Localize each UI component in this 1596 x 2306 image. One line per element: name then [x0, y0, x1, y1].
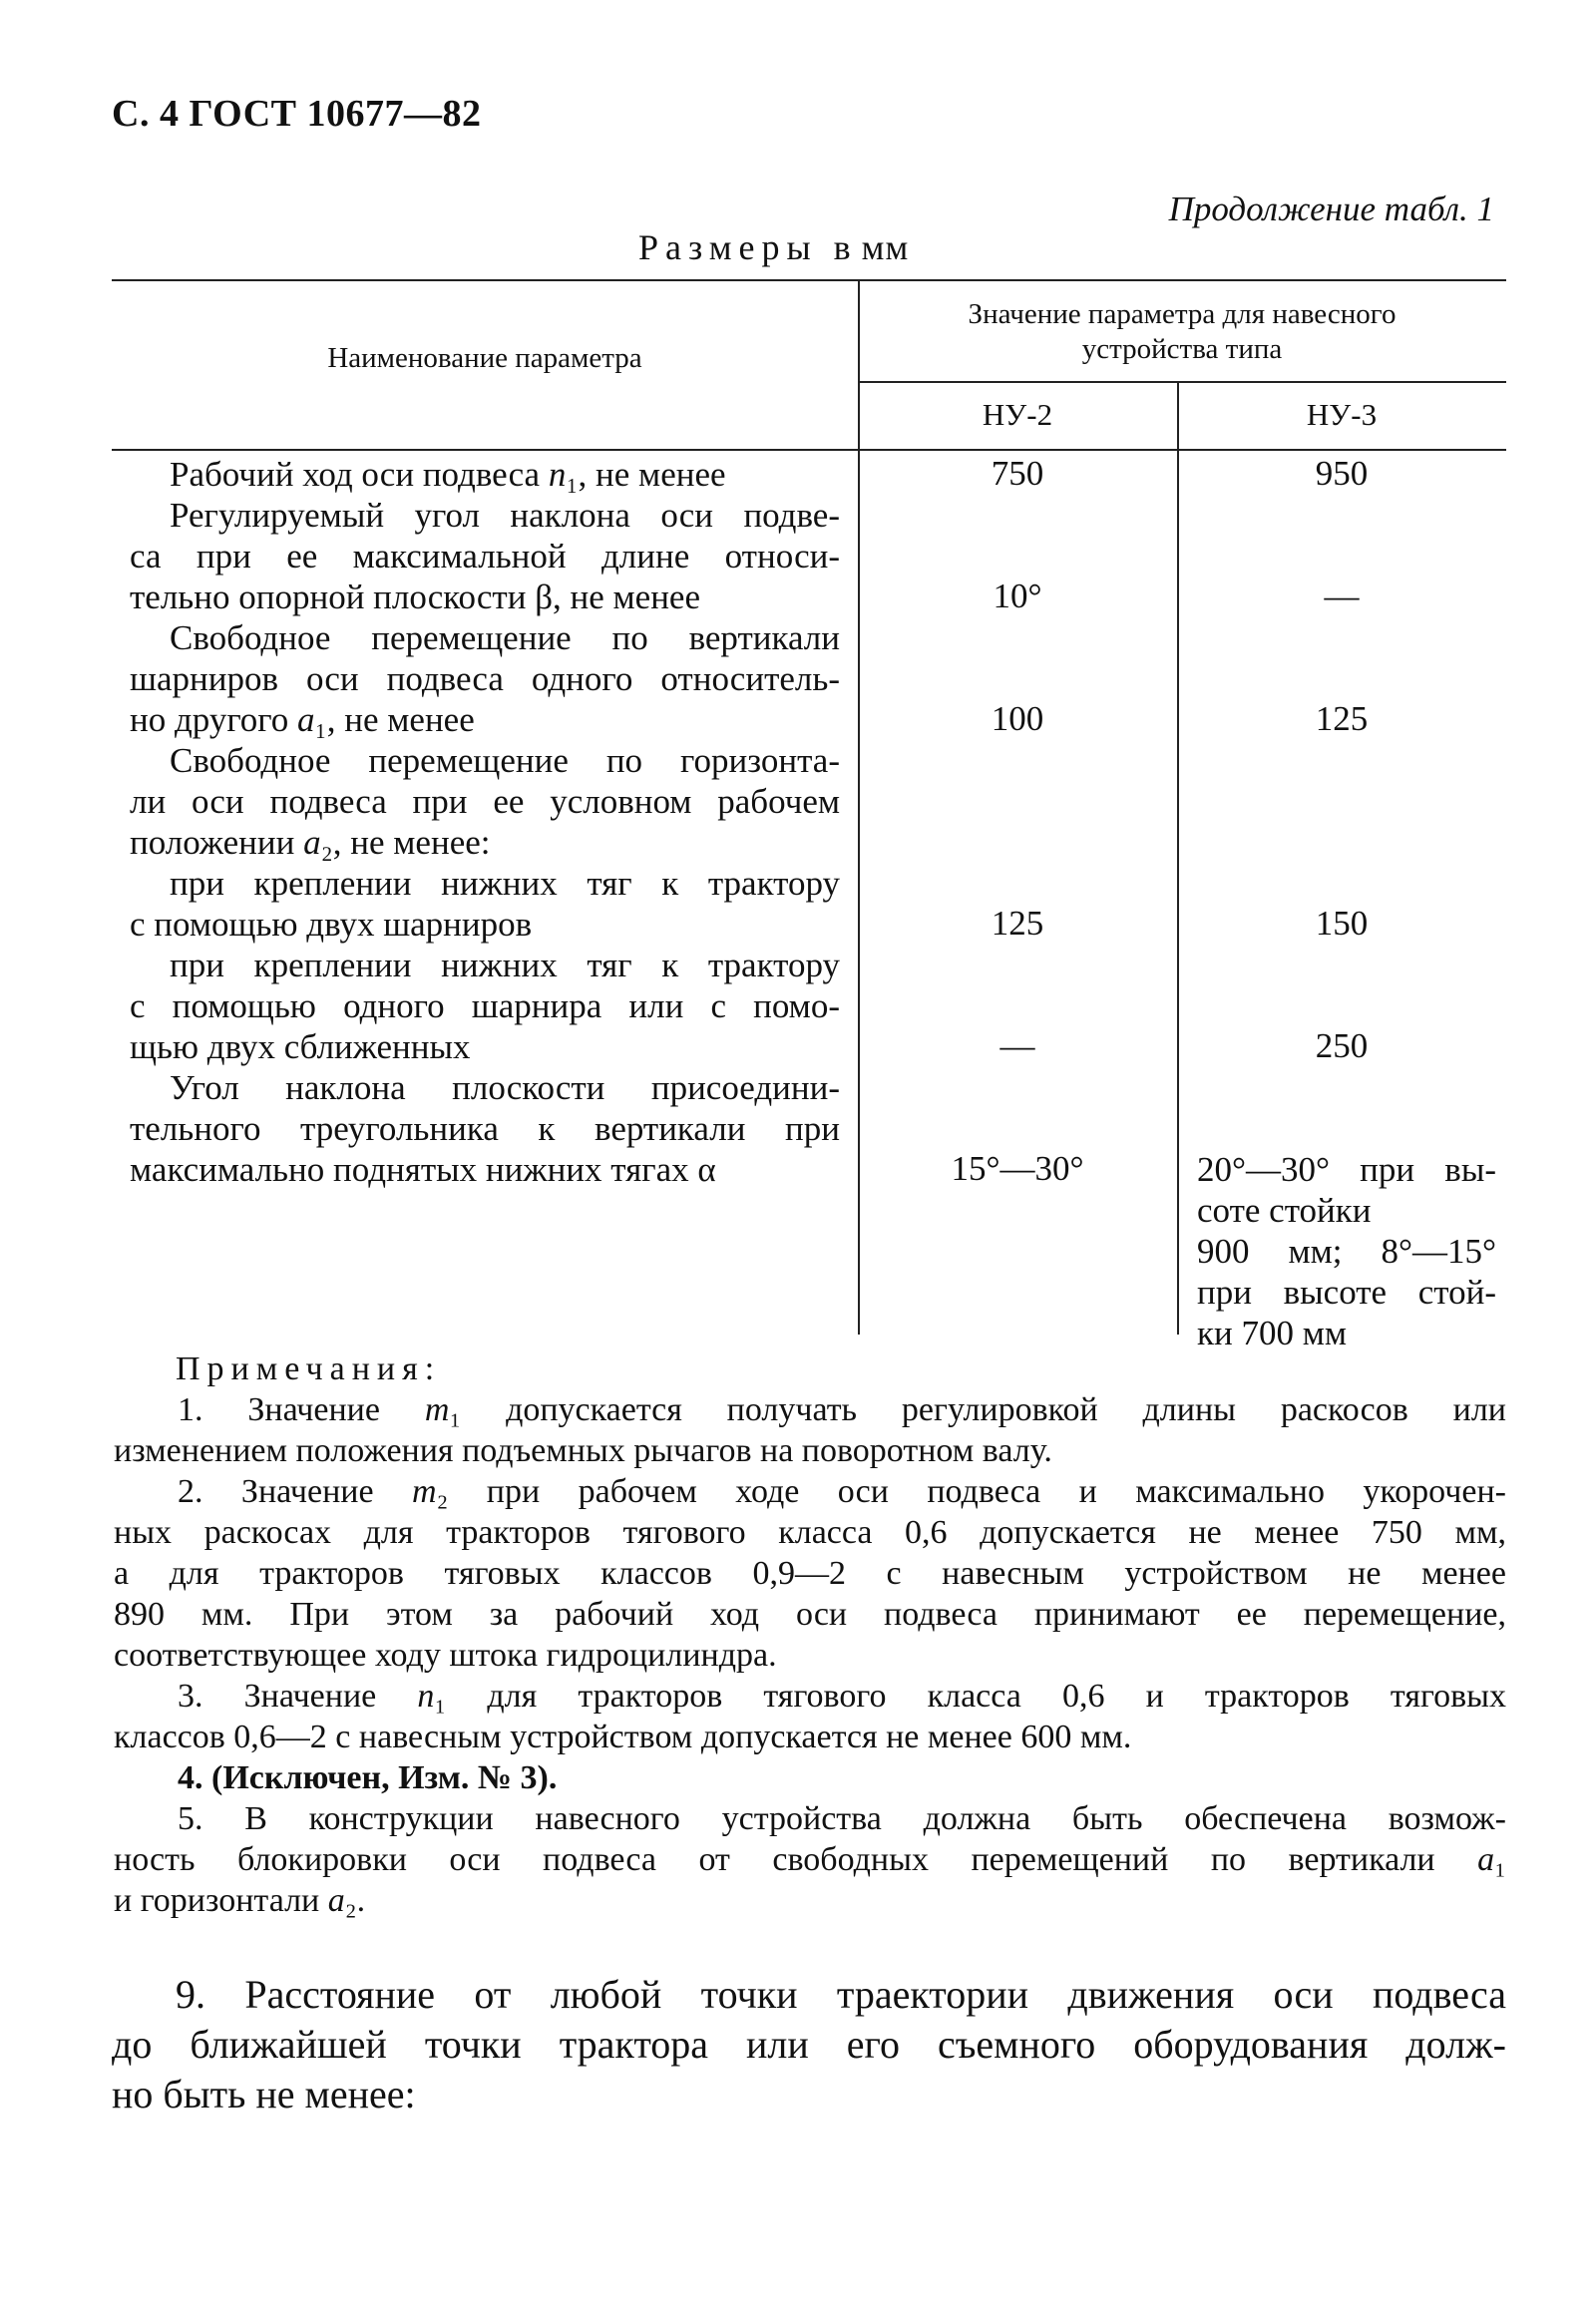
note-1-line-2: изменением положения подъемных рычагов на поворотном валу. — [114, 1432, 1052, 1469]
table-top-rule — [112, 279, 1506, 281]
value-nu3-row-7-line-2: соте стойки — [1197, 1191, 1372, 1230]
note-2-line-1: 2. Значение m₂ при рабочем ходе оси подвеса и максимально укорочен- — [178, 1473, 1506, 1510]
param-row-2-line-2: са при ее максимальной длине относи- — [130, 537, 840, 576]
value-nu3-row-3: 125 — [1315, 699, 1369, 738]
param-row-6-line-3: щью двух сближенных — [130, 1027, 471, 1066]
param-row-3-line-3: но другого a₁, не менее — [130, 700, 475, 739]
note-5-line-1: 5. В конструкции навесного устройства должна быть обеспечена возмож- — [178, 1800, 1506, 1837]
param-row-7-line-1: Угол наклона плоскости присоедини- — [170, 1068, 840, 1107]
paragraph-9-line-3: но быть не менее: — [112, 2072, 416, 2116]
param-row-4-line-1: Свободное перемещение по горизонта- — [170, 741, 840, 780]
page-header: С. 4 ГОСТ 10677—82 — [112, 93, 482, 135]
note-2-line-2: ных раскосах для тракторов тягового класса 0,6 допускается не менее 750 мм, — [114, 1514, 1506, 1551]
note-3-line-2: классов 0,6—2 с навесным устройством допускается не менее 600 мм. — [114, 1719, 1132, 1755]
paragraph-9-line-1: 9. Расстояние от любой точки траектории движения оси подвеса — [176, 1972, 1506, 2017]
value-nu3-row-7-line-1: 20°—30° при вы- — [1197, 1150, 1496, 1189]
notes-title: Примечания: — [176, 1350, 442, 1387]
param-row-4-line-2: ли оси подвеса при ее условном рабочем — [130, 782, 840, 821]
value-nu2-row-3: 100 — [991, 699, 1044, 738]
table-continuation-label: Продолжение табл. 1 — [1168, 190, 1494, 228]
param-row-2-line-3: тельно опорной плоскости β, не менее — [130, 577, 700, 616]
param-row-7-line-2: тельного треугольника к вертикали при — [130, 1109, 840, 1148]
table-header-bottom-rule — [112, 449, 1506, 451]
note-2-line-3: а для тракторов тяговых классов 0,9—2 с навесным устройством не менее — [114, 1555, 1506, 1592]
sizes-unit: в мм — [833, 227, 910, 267]
note-1-line-1: 1. Значение m₁ допускается получать регулировкой длины раскосов или — [178, 1391, 1506, 1428]
note-3-line-1: 3. Значение n₁ для тракторов тягового класса 0,6 и тракторов тяговых — [178, 1678, 1506, 1715]
table-param-column — [130, 454, 840, 1190]
note-5-line-2: ность блокировки оси подвеса от свободных перемещений по вертикали a₁ — [114, 1841, 1506, 1878]
param-row-3-line-2: шарниров оси подвеса одного относитель- — [130, 659, 840, 698]
param-row-4-line-3: положении a₂, не менее: — [130, 823, 491, 862]
note-2-line-4: 890 мм. При этом за рабочий ход оси подвеса принимают ее перемещение, — [114, 1596, 1506, 1633]
col-header-nu2: НУ-2 — [982, 397, 1053, 432]
value-nu2-row-6: — — [999, 1026, 1035, 1065]
col-header-nu3: НУ-3 — [1306, 397, 1378, 432]
value-nu2-row-2: 10° — [993, 576, 1042, 615]
paragraph-9 — [112, 1970, 1506, 2119]
param-row-5-line-1: при креплении нижних тяг к трактору — [170, 864, 840, 903]
param-row-3-line-1: Свободное перемещение по вертикали — [170, 618, 840, 657]
notes-block — [114, 1348, 1506, 1921]
value-nu3-row-6: 250 — [1315, 1026, 1369, 1065]
param-row-6-line-1: при креплении нижних тяг к трактору — [170, 946, 840, 984]
note-2-line-5: соответствующее ходу штока гидроцилиндра. — [114, 1637, 777, 1674]
sizes-word: Размеры — [638, 227, 818, 267]
value-nu3-row-2: — — [1324, 576, 1360, 615]
value-nu3-row-7 — [1197, 1149, 1496, 1353]
table-col-divider-2 — [1177, 381, 1179, 1335]
value-nu3-row-1: 950 — [1315, 454, 1369, 493]
col-header-param: Наименование параметра — [327, 342, 642, 374]
value-nu3-row-7-line-4: при высоте стой- — [1197, 1273, 1496, 1312]
value-nu2-row-5: 125 — [991, 904, 1044, 943]
table-subheader-rule — [858, 381, 1506, 383]
col-header-value-line2: устройства типа — [1081, 332, 1283, 365]
col-header-value-line1: Значение параметра для навесного — [968, 298, 1396, 330]
param-row-6-line-2: с помощью одного шарнира или с помо- — [130, 986, 840, 1025]
param-row-2-line-1: Регулируемый угол наклона оси подве- — [170, 496, 840, 535]
value-nu3-row-5: 150 — [1315, 904, 1369, 943]
value-nu2-row-1: 750 — [991, 454, 1044, 493]
note-5-line-3: и горизонтали a₂. — [114, 1882, 366, 1919]
value-nu2-row-7: 15°—30° — [951, 1149, 1084, 1188]
col-header-value — [858, 297, 1506, 367]
paragraph-9-line-2: до ближайшей точки трактора или его съемного оборудования долж- — [112, 2022, 1506, 2067]
value-nu3-row-7-line-3: 900 мм; 8°—15° — [1197, 1232, 1496, 1271]
note-4: 4. (Исключен, Изм. № 3). — [178, 1759, 558, 1796]
param-row-5-line-2: с помощью двух шарниров — [130, 905, 533, 944]
sizes-label — [638, 226, 909, 268]
value-nu3-row-7-line-5: ки 700 мм — [1197, 1314, 1348, 1352]
param-row-1: Рабочий ход оси подвеса n₁, не менее — [170, 455, 726, 494]
param-row-7-line-3: максимально поднятых нижних тягах α — [130, 1150, 716, 1189]
